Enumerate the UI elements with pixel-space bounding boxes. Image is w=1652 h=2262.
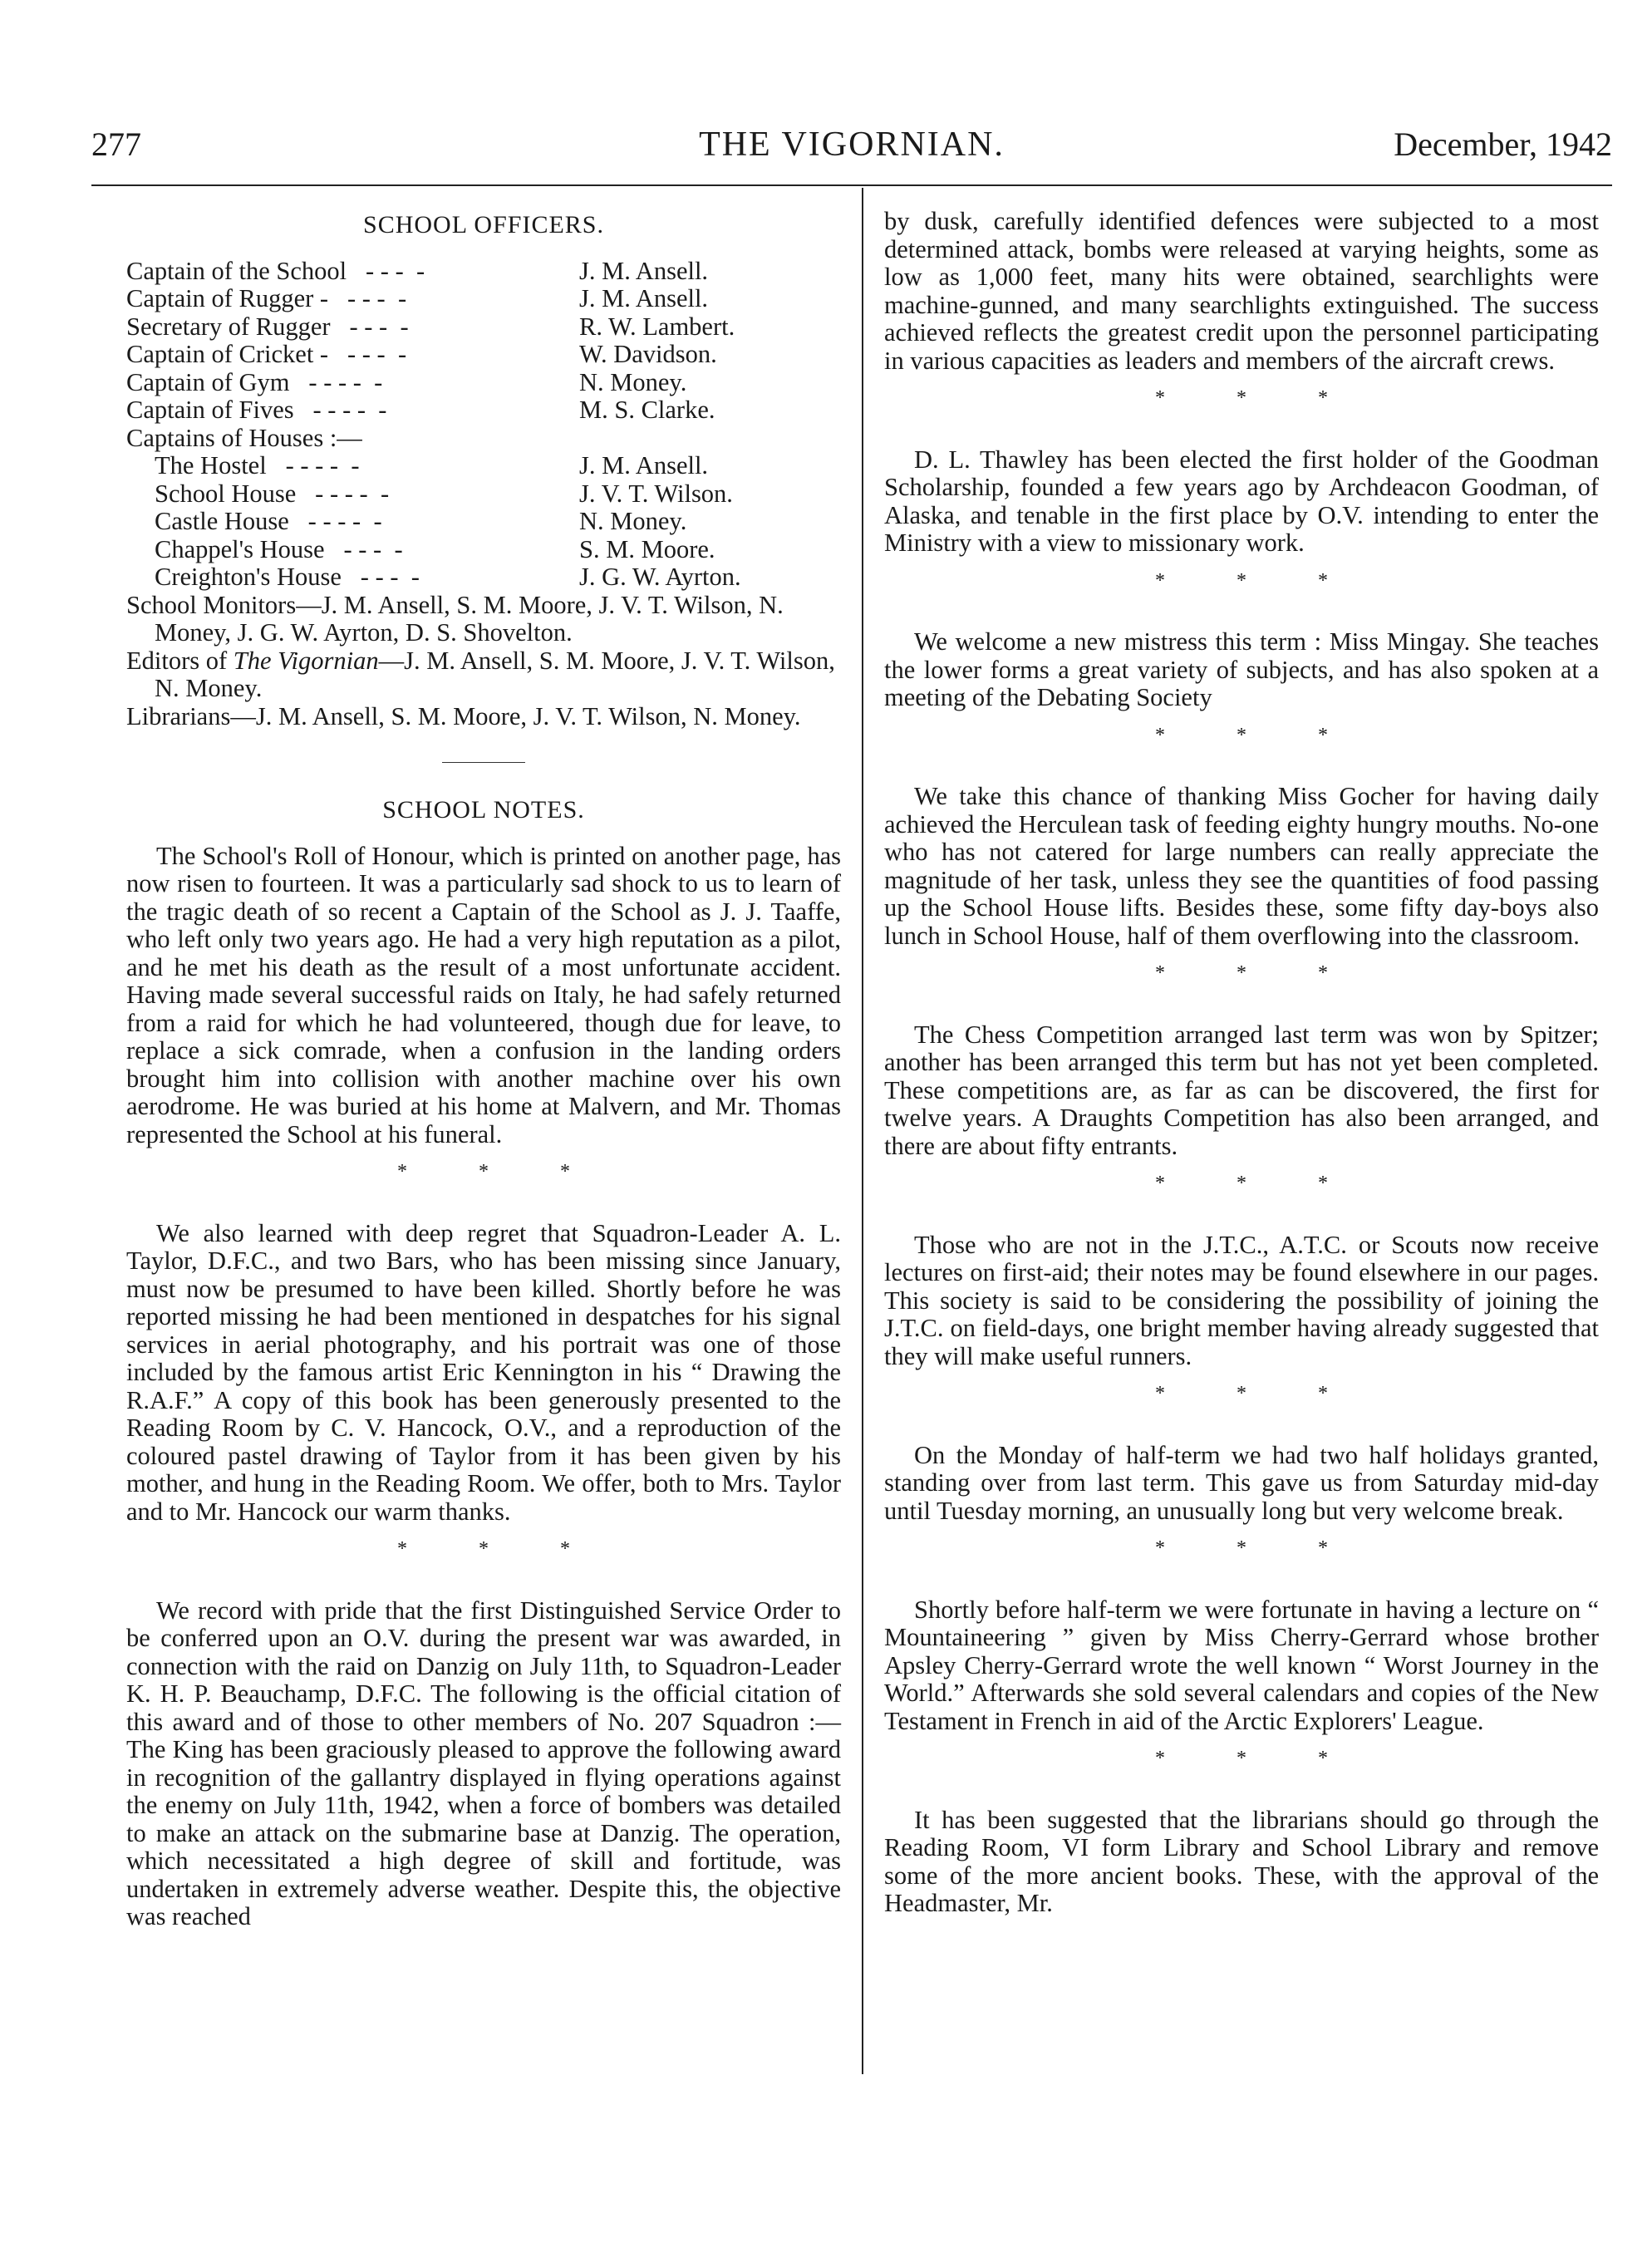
left-column [126, 208, 841, 1931]
house-row: The Hostel - - - - - J. M. Ansell. [155, 451, 709, 479]
star-separator: * * * [1155, 1748, 1361, 1769]
note-paragraph: Those who are not in the J.T.C., A.T.C. or Scouts now receive lectures on first-aid; their notes may be found elsewhere in our pages. This society is said to be considering the possibility of joining the J.T.C. on field-days, one bright member having already suggested that they will make useful runners. [884, 1230, 1599, 1370]
officer-row: Captain of Gym - - - - - N. Money. [126, 367, 687, 396]
house-row: School House - - - - - J. V. T. Wilson. [155, 479, 733, 508]
editors: Editors of The Vigornian—J. M. Ansell, S. M. Moore, J. V. T. Wilson, N. Money. [126, 646, 835, 702]
note-paragraph: by dusk, carefully identified defences were subjected to a most determined attack, bombs were released at varying heights, some as low as 1,000 feet, many hits were obtained, searchlights were machine-gunned, and many searchlights extinguished. The success achieved reflects the greatest credit upon the personnel participating in various capacities as leaders and members of the aircraft crews. [884, 207, 1599, 375]
officer-row: Captain of Fives - - - - - M. S. Clarke. [126, 396, 715, 424]
note-paragraph: D. L. Thawley has been elected the first holder of the Goodman Scholarship, founded a few years ago by Archdeacon Goodman, of Alaska, and tenable in the first place by O.V. intending to enter the Ministry with a view to missionary work. [884, 445, 1599, 557]
note-paragraph: We take this chance of thanking Miss Gocher for having daily achieved the Herculean task of feeding eighty hungry mouths. No-one who has not catered for large numbers can really appreciate the magnitude of her task, unless they see the quantities of food passing up the School House lifts. Besides these, some fifty day-boys also lunch in School House, half of them overflowing into the classroom. [884, 782, 1599, 950]
house-row: Castle House - - - - - N. Money. [155, 507, 687, 535]
note-paragraph: On the Monday of half-term we had two half holidays granted, standing over from last term. This gave us from Saturday mid-day until Tuesday morning, an unusually long but very welcome break. [884, 1440, 1599, 1525]
star-separator: * * * [397, 1538, 603, 1560]
note-paragraph: Shortly before half-term we were fortunate in having a lecture on “ Mountaineering ” given by Miss Cherry-Gerrard whose brother Apsley Cherry-Gerrard wrote the well known “ Worst Journey in the World.” Afterwards she sold several calendars and copies of the New Testament in French in aid of the Arctic Explorers' League. [884, 1595, 1599, 1735]
star-separator: * * * [1155, 387, 1361, 409]
star-separator: * * * [1155, 724, 1361, 746]
section-divider [442, 762, 525, 763]
column-divider [862, 188, 863, 2074]
issue-date: December, 1942 [1394, 125, 1612, 163]
note-paragraph: We welcome a new mistress this term : Miss Mingay. She teaches the lower forms a great variety of subjects, and has also spoken at a meeting of the Debating Society [884, 627, 1599, 711]
officer-row: Captain of Cricket - - - - - W. Davidson. [126, 340, 717, 368]
officer-row: Captain of the School - - - - J. M. Ansell. [126, 256, 709, 285]
officer-row: Secretary of Rugger - - - - R. W. Lambert. [126, 312, 735, 341]
page-header [91, 125, 1612, 175]
star-separator: * * * [397, 1161, 603, 1183]
house-row: Chappel's House - - - - S. M. Moore. [155, 534, 715, 563]
note-paragraph: The School's Roll of Honour, which is printed on another page, has now risen to fourteen. It was a particularly sad shock to us to learn of the tragic death of so recent a Captain of the School as J. J. Taaffe, who left only two years ago. He had a very high reputation as a pilot, and he met his death as the result of a most unfortunate accident. Having made several successful raids on Italy, he had safely returned from a raid for which he had volunteered, though due for leave, to replace a sick comrade, when a confusion in the landing orders brought him into collision with another machine over his own aerodrome. He was buried at his home at Malvern, and Mr. Thomas represented the School at his funeral. [126, 841, 841, 1148]
school-monitors: School Monitors—J. M. Ansell, S. M. Moore, J. V. T. Wilson, N. Money, J. G. W. Ayrton, D. S. Shovelton. [126, 590, 784, 647]
page-number: 277 [91, 125, 141, 163]
header-rule [91, 184, 1612, 186]
house-row: Creighton's House - - - - J. G. W. Ayrton. [155, 563, 741, 591]
star-separator: * * * [1155, 1537, 1361, 1559]
star-separator: * * * [1155, 1173, 1361, 1194]
officer-row: Captain of Rugger - - - - - J. M. Ansell. [126, 284, 709, 312]
notes-title: SCHOOL NOTES. [382, 796, 585, 824]
star-separator: * * * [1155, 962, 1361, 984]
librarians: Librarians—J. M. Ansell, S. M. Moore, J. V. T. Wilson, N. Money. [126, 701, 801, 730]
magazine-title: THE VIGORNIAN. [699, 125, 1005, 164]
star-separator: * * * [1155, 569, 1361, 592]
star-separator: * * * [1155, 1383, 1361, 1404]
note-paragraph: We also learned with deep regret that Squadron-Leader A. L. Taylor, D.F.C., and two Bars, who has been missing since January, must now be presumed to have been killed. Shortly before he was reported missing he had been mentioned in despatches for his signal services in aerial photography, and his portrait was one of those included by the famous artist Eric Kennington in his “ Drawing the R.A.F.” A copy of this book has been generously presented to the Reading Room by C. V. Hancock, O.V., and a reproduction of the coloured pastel drawing of Taylor from it has been given by his mother, and hung in the Reading Room. We offer, both to Mrs. Taylor and to Mr. Hancock our warm thanks. [126, 1218, 841, 1526]
right-column [884, 208, 1599, 1918]
note-paragraph: The Chess Competition arranged last term was won by Spitzer; another has been arranged this term but has not yet been completed. These competitions are, as far as can be discovered, the first for twelve years. A Draughts Competition has also been arranged, and there are about fifty entrants. [884, 1020, 1599, 1160]
officers-title: SCHOOL OFFICERS. [363, 211, 604, 238]
note-paragraph: We record with pride that the first Distinguished Service Order to be conferred upon an O.V. during the present war was awarded, in connection with the raid on Danzig on July 11th, to Squadron-Leader K. H. P. Beauchamp, D.F.C. The following is the official citation of this award and of those to other members of No. 207 Squadron :—The King has been graciously pleased to approve the following award in recognition of the gallantry displayed in flying operations against the enemy on July 11th, 1942, when a force of bombers was detailed to make an attack on the submarine base at Danzig. The operation, which necessitated a high degree of skill and fortitude, was undertaken in extremely adverse weather. Despite this, the objective was reached [126, 1596, 841, 1930]
note-paragraph: It has been suggested that the librarians should go through the Reading Room, VI form Library and School Library and remove some of the more ancient books. These, with the approval of the Headmaster, Mr. [884, 1805, 1599, 1917]
houses-heading: Captains of Houses :— [126, 423, 362, 452]
